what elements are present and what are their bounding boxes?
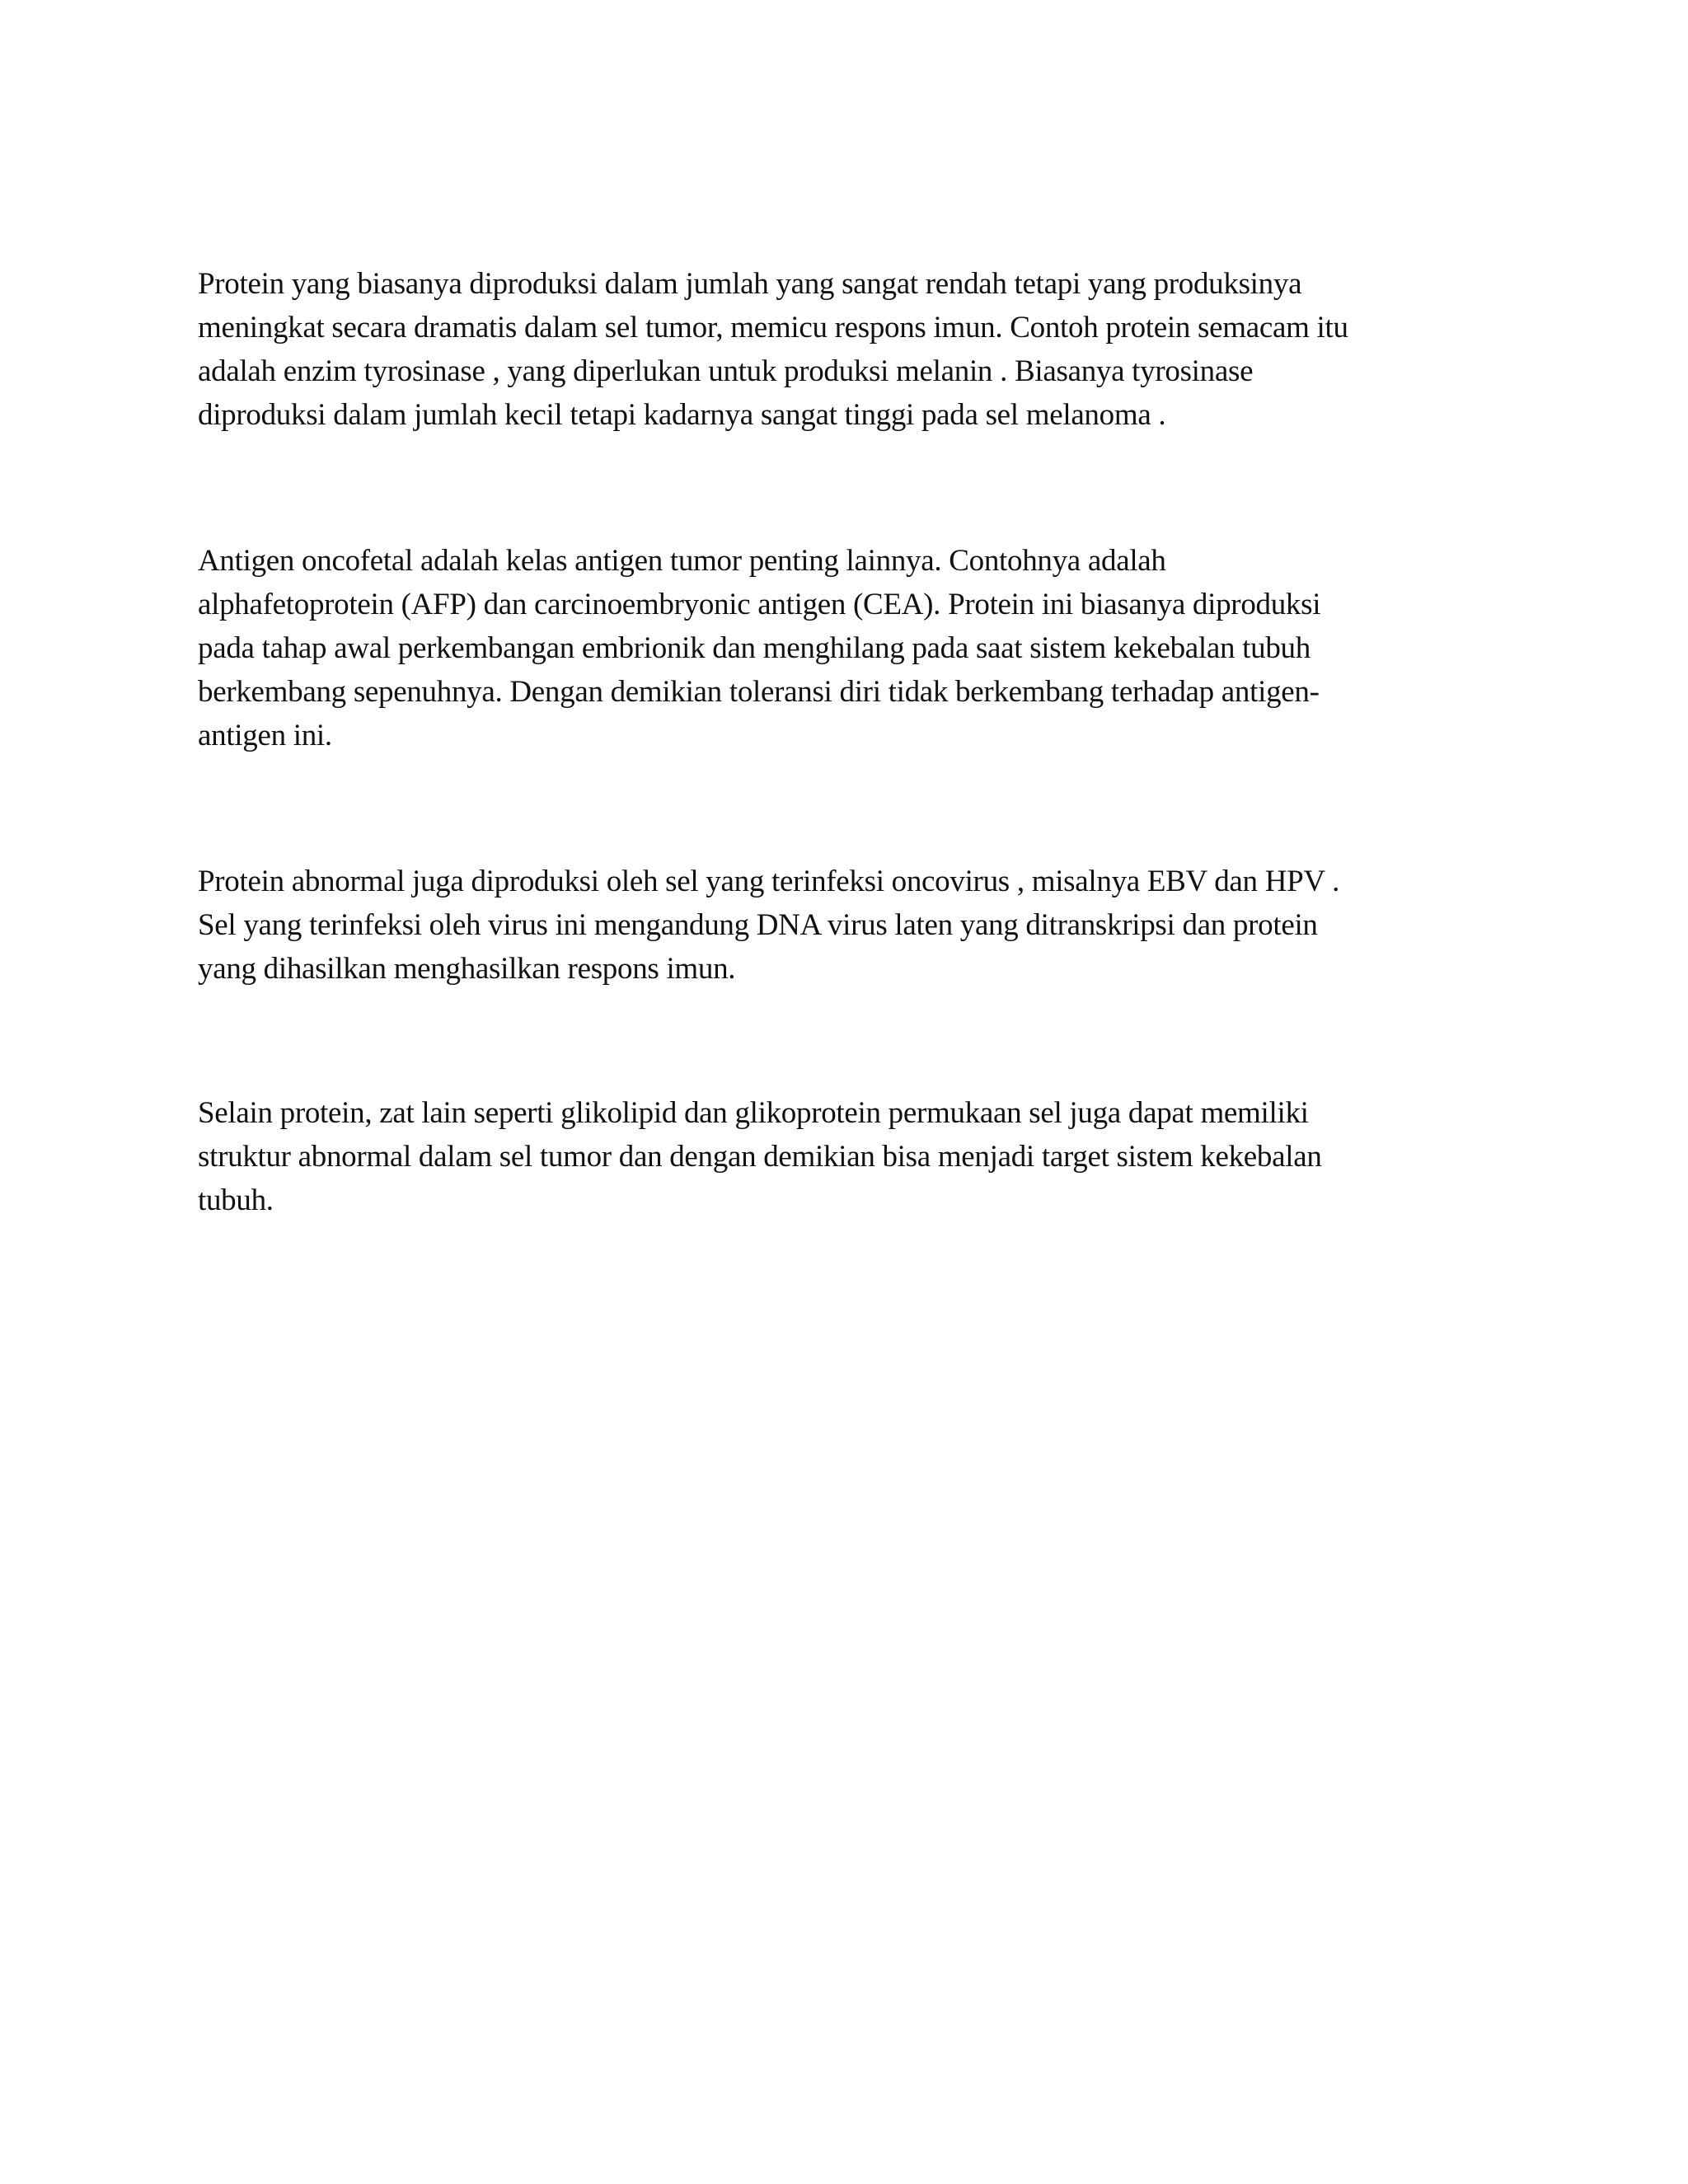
paragraph-line: adalah enzim tyrosinase , yang diperlukan untuk produksi melanin . Biasanya tyrosinase <box>198 354 1254 388</box>
paragraph-line: meningkat secara dramatis dalam sel tumor, memicu respons imun. Contoh protein semacam itu <box>198 311 1348 344</box>
paragraph-line: Protein abnormal juga diproduksi oleh sel yang terinfeksi oncovirus , misalnya EBV dan HPV . <box>198 865 1340 898</box>
paragraph-line: Sel yang terinfeksi oleh virus ini mengandung DNA virus laten yang ditranskripsi dan protein <box>198 908 1318 942</box>
paragraph-line: antigen ini. <box>198 719 332 752</box>
paragraph-line: Selain protein, zat lain seperti glikolipid dan glikoprotein permukaan sel juga dapat memiliki <box>198 1096 1309 1130</box>
paragraph-line: berkembang sepenuhnya. Dengan demikian toleransi diri tidak berkembang terhadap antigen- <box>198 675 1320 709</box>
paragraph-line: struktur abnormal dalam sel tumor dan dengan demikian bisa menjadi target sistem kekebalan <box>198 1140 1322 1174</box>
paragraph-spacer <box>198 991 1484 1091</box>
paragraph-line: tubuh. <box>198 1183 274 1217</box>
paragraph-line: yang dihasilkan menghasilkan respons imun. <box>198 952 736 986</box>
paragraph-line: pada tahap awal perkembangan embrionik dan menghilang pada saat sistem kekebalan tubuh <box>198 631 1311 665</box>
paragraph-spacer <box>198 757 1484 860</box>
paragraph-line: alphafetoprotein (AFP) dan carcinoembryonic antigen (CEA). Protein ini biasanya diproduksi <box>198 588 1321 621</box>
paragraph-oncovirus-proteins <box>198 860 1484 991</box>
paragraph-spacer <box>198 437 1484 539</box>
paragraph-glycolipids <box>198 1091 1484 1222</box>
paragraph-tumor-proteins <box>198 262 1484 437</box>
paragraph-line: Antigen oncofetal adalah kelas antigen tumor penting lainnya. Contohnya adalah <box>198 544 1166 578</box>
document-body <box>198 262 1484 1222</box>
paragraph-oncofetal-antigens <box>198 539 1484 757</box>
paragraph-line: diproduksi dalam jumlah kecil tetapi kadarnya sangat tinggi pada sel melanoma . <box>198 398 1166 432</box>
paragraph-line: Protein yang biasanya diproduksi dalam jumlah yang sangat rendah tetapi yang produksinya <box>198 267 1302 301</box>
